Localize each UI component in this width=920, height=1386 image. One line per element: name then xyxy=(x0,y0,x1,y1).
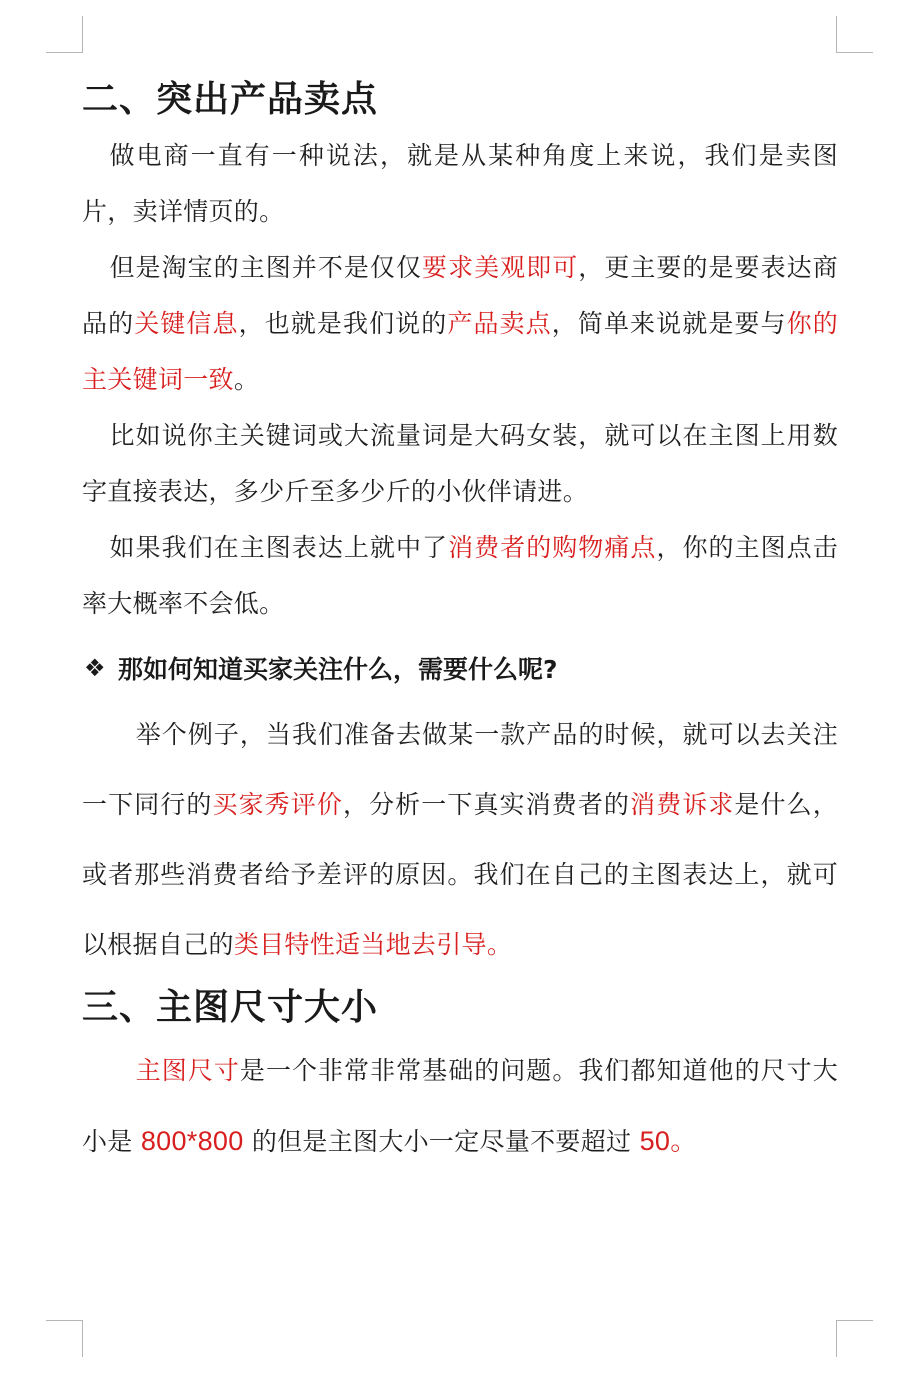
corner-mark-top-right xyxy=(836,16,873,53)
section-heading-selling-points: 二、突出产品卖点 xyxy=(82,79,379,120)
highlight-text: 关键信息 xyxy=(134,309,239,338)
text-run: 。 xyxy=(233,365,260,394)
highlight-text: 消费者的购物痛点 xyxy=(448,533,657,562)
paragraph-pain-point xyxy=(82,520,838,632)
diamond-bullet-icon: ❖ xyxy=(84,654,106,682)
highlight-number: 800*800 xyxy=(140,1126,244,1156)
document-page xyxy=(82,72,838,1177)
text-run: ，也就是我们说的 xyxy=(238,309,448,338)
text-run: 举个例子，当我们准备去做某一款产品的时候，就可以去关注一下同行的 xyxy=(82,720,838,819)
paragraph-intro: 做电商一直有一种说法，就是从某种角度上来说，我们是卖图片，卖详情页的。 xyxy=(82,141,838,226)
highlight-text: 消费诉求 xyxy=(630,790,735,819)
paragraph-image-size xyxy=(82,1036,838,1177)
corner-mark-bottom-right xyxy=(836,1320,873,1357)
corner-mark-top-left xyxy=(46,16,83,53)
text-run: 的但是主图大小一定尽量不要超过 xyxy=(243,1127,640,1156)
text-run: ，分析一下真实消费者的 xyxy=(342,790,631,819)
text-run: 但是淘宝的主图并不是仅仅 xyxy=(109,253,423,282)
highlight-text: 要求美观即可 xyxy=(422,253,579,282)
highlight-number: 50。 xyxy=(639,1126,698,1156)
bullet-text: 那如何知道买家关注什么，需要什么呢? xyxy=(118,655,558,684)
section-heading-image-size: 三、主图尺寸大小 xyxy=(82,987,379,1028)
highlight-text: 买家秀评价 xyxy=(212,790,343,819)
corner-mark-bottom-left xyxy=(46,1320,83,1357)
text-run: ，简单来说就是要与 xyxy=(551,309,787,338)
text-run: 如果我们在主图表达上就中了 xyxy=(109,533,449,562)
highlight-text: 类目特性适当地去引导。 xyxy=(233,930,513,959)
text-run: 是一个非常非常基础的问题。我们都知道他的尺寸大小是 xyxy=(82,1056,839,1156)
text-run: 是什么，或者那些消费者给予差评的原因。我们在自己的主图表达上，就可以根据自己的 xyxy=(82,790,838,959)
paragraph-main-image xyxy=(82,240,838,408)
paragraph-buyer-reviews xyxy=(82,700,838,980)
highlight-text: 你的主关键词一致 xyxy=(82,309,839,394)
highlight-text: 主图尺寸 xyxy=(135,1056,240,1085)
text-run: ，你的主图点击率大概率不会低。 xyxy=(82,533,839,618)
bullet-question xyxy=(82,636,838,700)
highlight-text: 产品卖点 xyxy=(447,309,552,338)
text-run: ，更主要的是要表达商品的 xyxy=(82,253,838,338)
paragraph-example-keywords: 比如说你主关键词或大流量词是大码女装，就可以在主图上用数字直接表达，多少斤至多少斤的小伙伴请进。 xyxy=(82,421,838,506)
